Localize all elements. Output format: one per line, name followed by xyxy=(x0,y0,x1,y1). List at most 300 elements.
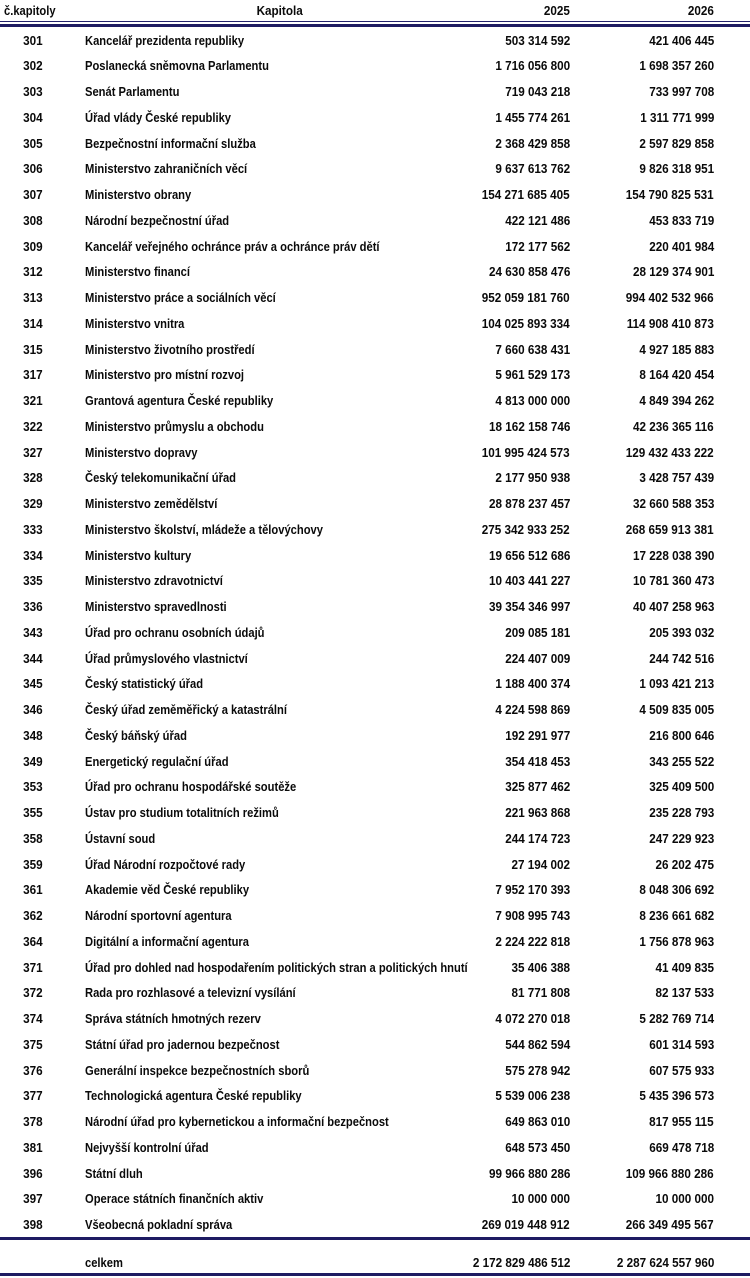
value-2025: 422 121 486 xyxy=(504,212,570,228)
column-header-chapter-number-label: č.kapitoly xyxy=(4,3,56,18)
value-2026: 1 311 771 999 xyxy=(639,109,714,125)
chapter-number: 362 xyxy=(22,908,43,924)
value-2025-cell xyxy=(420,676,570,691)
chapter-name: Nejvyšší kontrolní úřad xyxy=(85,1139,209,1155)
value-2026: 669 478 718 xyxy=(648,1139,714,1155)
value-2026: 10 000 000 xyxy=(655,1191,714,1207)
chapter-number-cell xyxy=(0,58,65,73)
value-2025-cell xyxy=(420,84,570,99)
chapter-number-cell xyxy=(0,445,65,460)
table-row xyxy=(0,104,750,130)
chapter-name-cell xyxy=(65,676,420,691)
table-row xyxy=(0,851,750,877)
value-2025-cell xyxy=(420,625,570,640)
chapter-name-cell xyxy=(65,1011,420,1026)
chapter-number: 312 xyxy=(22,264,43,280)
value-2026: 994 402 532 966 xyxy=(626,290,714,306)
chapter-name-cell xyxy=(65,805,420,820)
chapter-name: Národní úřad pro kybernetickou a informační bezpečnost xyxy=(85,1114,389,1130)
chapter-number-cell xyxy=(0,264,65,279)
chapter-number-cell xyxy=(0,934,65,949)
value-2025: 269 019 448 912 xyxy=(482,1217,570,1233)
chapter-name: Generální inspekce bezpečnostních sborů xyxy=(85,1062,310,1078)
chapter-number-cell xyxy=(0,985,65,1000)
chapter-number-cell xyxy=(0,33,65,48)
table-row xyxy=(0,954,750,980)
chapter-number: 329 xyxy=(22,496,43,512)
value-2025-cell xyxy=(420,728,570,743)
chapter-number: 333 xyxy=(22,521,43,537)
chapter-number-cell xyxy=(0,470,65,485)
value-2026-cell xyxy=(570,445,714,460)
value-2025-cell xyxy=(420,290,570,305)
column-header-2025 xyxy=(420,3,570,18)
chapter-name: Energetický regulační úřad xyxy=(85,753,229,769)
chapter-name: Národní sportovní agentura xyxy=(85,908,232,924)
chapter-number: 304 xyxy=(22,109,43,125)
chapter-name: Ministerstvo kultury xyxy=(85,547,192,563)
chapter-number-cell xyxy=(0,1217,65,1232)
chapter-number: 317 xyxy=(22,367,43,383)
chapter-name-cell xyxy=(65,1037,420,1052)
total-row xyxy=(0,1249,750,1275)
chapter-name-cell xyxy=(65,1114,420,1129)
value-2026: 235 228 793 xyxy=(648,805,714,821)
chapter-number: 303 xyxy=(22,84,43,100)
table-row xyxy=(0,1057,750,1083)
value-2026: 8 048 306 692 xyxy=(639,882,714,898)
chapter-name: Ministerstvo dopravy xyxy=(85,444,198,460)
value-2025-cell xyxy=(420,136,570,151)
chapter-number-cell xyxy=(0,161,65,176)
chapter-number-cell xyxy=(0,702,65,717)
value-2025: 648 573 450 xyxy=(504,1139,570,1155)
chapter-name-cell xyxy=(65,1191,420,1206)
value-2026: 601 314 593 xyxy=(648,1036,714,1052)
chapter-number-cell xyxy=(0,522,65,537)
value-2025: 2 224 222 818 xyxy=(495,933,570,949)
chapter-name: Ministerstvo spravedlnosti xyxy=(85,599,227,615)
value-2026: 1 698 357 260 xyxy=(639,58,714,74)
chapter-name-cell xyxy=(65,548,420,563)
chapter-number: 381 xyxy=(22,1139,43,1155)
chapter-number-cell xyxy=(0,84,65,99)
table-row xyxy=(0,413,750,439)
value-2026: 1 756 878 963 xyxy=(639,933,714,949)
chapter-name: Ministerstvo financí xyxy=(85,264,190,280)
value-2026-cell xyxy=(570,1166,714,1181)
chapter-number: 378 xyxy=(22,1114,43,1130)
chapter-name-cell xyxy=(65,33,420,48)
chapter-number: 353 xyxy=(22,779,43,795)
chapter-name: Digitální a informační agentura xyxy=(85,933,250,949)
chapter-name: Český báňský úřad xyxy=(85,727,187,743)
chapter-name: Státní úřad pro jadernou bezpečnost xyxy=(85,1036,280,1052)
value-2025: 39 354 346 997 xyxy=(488,599,570,615)
value-2026: 453 833 719 xyxy=(648,212,714,228)
chapter-number-cell xyxy=(0,110,65,125)
chapter-number-cell xyxy=(0,342,65,357)
value-2025-cell xyxy=(420,702,570,717)
value-2026-cell xyxy=(570,1140,714,1155)
value-2025: 24 630 858 476 xyxy=(488,264,570,280)
total-label: celkem xyxy=(85,1254,123,1270)
chapter-name-cell xyxy=(65,316,420,331)
chapter-number-cell xyxy=(0,367,65,382)
table-row xyxy=(0,336,750,362)
table-row xyxy=(0,980,750,1006)
value-2025: 10 000 000 xyxy=(511,1191,570,1207)
chapter-number: 327 xyxy=(22,444,43,460)
value-2026-cell xyxy=(570,136,714,151)
value-2025: 7 660 638 431 xyxy=(495,341,570,357)
table-row xyxy=(0,697,750,723)
chapter-name-cell xyxy=(65,393,420,408)
value-2025-cell xyxy=(420,445,570,460)
value-2025: 275 342 933 252 xyxy=(482,521,570,537)
chapter-number: 302 xyxy=(22,58,43,74)
value-2026: 8 164 420 454 xyxy=(639,367,714,383)
value-2026: 216 800 646 xyxy=(648,727,714,743)
chapter-number: 336 xyxy=(22,599,43,615)
chapter-number-cell xyxy=(0,1191,65,1206)
chapter-name-cell xyxy=(65,625,420,640)
value-2026-cell xyxy=(570,1217,714,1232)
column-header-2026-label: 2026 xyxy=(687,3,714,18)
value-2026: 41 409 835 xyxy=(655,959,714,975)
value-2026-cell xyxy=(570,651,714,666)
value-2026-cell xyxy=(570,161,714,176)
table-row xyxy=(0,285,750,311)
chapter-name-cell xyxy=(65,908,420,923)
value-2025-cell xyxy=(420,316,570,331)
chapter-name-cell xyxy=(65,522,420,537)
value-2025: 209 085 181 xyxy=(504,624,570,640)
table-row xyxy=(0,542,750,568)
value-2026-cell xyxy=(570,573,714,588)
chapter-number: 307 xyxy=(22,187,43,203)
total-separator-rule xyxy=(0,1237,750,1240)
value-2026-cell xyxy=(570,1063,714,1078)
value-2026: 26 202 475 xyxy=(655,856,714,872)
chapter-number: 376 xyxy=(22,1062,43,1078)
value-2025: 4 224 598 869 xyxy=(495,702,570,718)
chapter-number: 348 xyxy=(22,727,43,743)
value-2026-cell xyxy=(570,33,714,48)
chapter-name-cell xyxy=(65,573,420,588)
chapter-number: 322 xyxy=(22,418,43,434)
value-2025: 354 418 453 xyxy=(504,753,570,769)
value-2026: 343 255 522 xyxy=(648,753,714,769)
value-2026: 4 509 835 005 xyxy=(639,702,714,718)
chapter-name: Ministerstvo práce a sociálních věcí xyxy=(85,290,276,306)
table-row xyxy=(0,310,750,336)
value-2026-cell xyxy=(570,1037,714,1052)
chapter-name-cell xyxy=(65,419,420,434)
chapter-name: Ministerstvo životního prostředí xyxy=(85,341,255,357)
chapter-name-cell xyxy=(65,58,420,73)
value-2026: 244 742 516 xyxy=(648,650,714,666)
table-row xyxy=(0,1083,750,1109)
chapter-name-cell xyxy=(65,110,420,125)
chapter-name-cell xyxy=(65,985,420,1000)
value-2025-cell xyxy=(420,264,570,279)
chapter-number-cell xyxy=(0,1114,65,1129)
value-2025: 18 162 158 746 xyxy=(488,418,570,434)
value-2025: 154 271 685 405 xyxy=(482,187,570,203)
table-row xyxy=(0,1186,750,1212)
value-2025: 19 656 512 686 xyxy=(488,547,570,563)
chapter-number: 321 xyxy=(22,393,43,409)
value-2026: 268 659 913 381 xyxy=(626,521,714,537)
chapter-name: Český statistický úřad xyxy=(85,676,204,692)
chapter-number-cell xyxy=(0,239,65,254)
value-2026-cell xyxy=(570,187,714,202)
chapter-number-cell xyxy=(0,651,65,666)
value-2025-cell xyxy=(420,239,570,254)
table-row xyxy=(0,748,750,774)
value-2025-cell xyxy=(420,908,570,923)
value-2026-cell xyxy=(570,805,714,820)
chapter-number-cell xyxy=(0,779,65,794)
value-2025-cell xyxy=(420,367,570,382)
value-2026-cell xyxy=(570,728,714,743)
value-2025: 575 278 942 xyxy=(504,1062,570,1078)
chapter-name: Úřad Národní rozpočtové rady xyxy=(85,856,246,872)
value-2026-cell xyxy=(570,985,714,1000)
chapter-number: 314 xyxy=(22,315,43,331)
chapter-name-cell xyxy=(65,213,420,228)
chapter-name: Kancelář prezidenta republiky xyxy=(85,32,245,48)
chapter-number: 372 xyxy=(22,985,43,1001)
value-2026-cell xyxy=(570,908,714,923)
value-2025-cell xyxy=(420,342,570,357)
value-2025: 544 862 594 xyxy=(504,1036,570,1052)
value-2026-cell xyxy=(570,419,714,434)
chapter-name-cell xyxy=(65,136,420,151)
value-2026-cell xyxy=(570,110,714,125)
value-2025-cell xyxy=(420,110,570,125)
value-2026: 28 129 374 901 xyxy=(632,264,714,280)
table-row xyxy=(0,671,750,697)
column-header-2026 xyxy=(570,3,714,18)
value-2026-cell xyxy=(570,960,714,975)
value-2025-cell xyxy=(420,805,570,820)
chapter-number-cell xyxy=(0,754,65,769)
value-2026: 42 236 365 116 xyxy=(633,418,714,434)
chapter-number: 305 xyxy=(22,135,43,151)
value-2026: 10 781 360 473 xyxy=(632,573,714,589)
value-2026-cell xyxy=(570,625,714,640)
value-2026: 220 401 984 xyxy=(648,238,714,254)
chapter-number-cell xyxy=(0,1063,65,1078)
value-2026: 9 826 318 951 xyxy=(639,161,714,177)
table-row xyxy=(0,619,750,645)
chapter-number: 343 xyxy=(22,624,43,640)
chapter-name-cell xyxy=(65,599,420,614)
table-row xyxy=(0,130,750,156)
value-2026: 325 409 500 xyxy=(648,779,714,795)
chapter-name-cell xyxy=(65,959,468,975)
chapter-number: 335 xyxy=(22,573,43,589)
value-2026: 40 407 258 963 xyxy=(632,599,714,615)
value-2026-cell xyxy=(570,316,714,331)
table-row xyxy=(0,388,750,414)
value-2026: 2 597 829 858 xyxy=(639,135,714,151)
table-row xyxy=(0,722,750,748)
chapter-number-cell xyxy=(0,136,65,151)
value-2026-cell xyxy=(570,1191,714,1206)
chapter-number: 306 xyxy=(22,161,43,177)
value-2026: 3 428 757 439 xyxy=(639,470,714,486)
table-row xyxy=(0,439,750,465)
chapter-name-cell xyxy=(65,1140,420,1155)
value-2025-cell xyxy=(420,33,570,48)
table-row xyxy=(0,233,750,259)
table-header-row xyxy=(0,0,750,21)
chapter-name: Senát Parlamentu xyxy=(85,84,180,100)
value-2026-cell xyxy=(570,1011,714,1026)
chapter-number: 371 xyxy=(22,959,43,975)
table-row xyxy=(0,1031,750,1057)
chapter-number-cell xyxy=(0,1011,65,1026)
chapter-name-cell xyxy=(65,470,420,485)
value-2025: 952 059 181 760 xyxy=(482,290,570,306)
value-2025: 503 314 592 xyxy=(504,32,570,48)
value-2025-cell xyxy=(420,831,570,846)
value-2025: 5 539 006 238 xyxy=(495,1088,570,1104)
table-row xyxy=(0,259,750,285)
chapter-name: Úřad průmyslového vlastnictví xyxy=(85,650,248,666)
value-2025: 172 177 562 xyxy=(504,238,570,254)
column-header-chapter-name xyxy=(65,3,420,18)
chapter-number-cell xyxy=(0,1037,65,1052)
chapter-number-cell xyxy=(0,1088,65,1103)
chapter-name: Ústavní soud xyxy=(85,830,156,846)
table-row xyxy=(0,928,750,954)
value-2025-cell xyxy=(420,419,570,434)
value-2026-cell xyxy=(570,264,714,279)
value-2026-cell xyxy=(570,934,714,949)
value-2026: 154 790 825 531 xyxy=(626,187,714,203)
value-2025-cell xyxy=(420,1166,570,1181)
table-body xyxy=(0,27,750,1237)
table-row xyxy=(0,207,750,233)
value-2026: 4 849 394 262 xyxy=(639,393,714,409)
chapter-number-cell xyxy=(0,393,65,408)
total-2025-cell xyxy=(420,1255,570,1270)
value-2025: 192 291 977 xyxy=(504,727,570,743)
chapter-name-cell xyxy=(65,1063,420,1078)
value-2025-cell xyxy=(420,496,570,511)
value-2025: 5 961 529 173 xyxy=(495,367,570,383)
value-2025: 35 406 388 xyxy=(511,959,570,975)
table-row xyxy=(0,516,750,542)
value-2025-cell xyxy=(420,58,570,73)
value-2026-cell xyxy=(570,58,714,73)
chapter-name: Ministerstvo zdravotnictví xyxy=(85,573,223,589)
chapter-number: 328 xyxy=(22,470,43,486)
chapter-number: 374 xyxy=(22,1011,43,1027)
value-2025-cell xyxy=(420,1140,570,1155)
value-2026: 129 432 433 222 xyxy=(626,444,714,460)
value-2025-cell xyxy=(420,1114,570,1129)
chapter-name: Akademie věd České republiky xyxy=(85,882,250,898)
value-2026: 32 660 588 353 xyxy=(632,496,714,512)
value-2025: 104 025 893 334 xyxy=(482,315,570,331)
chapter-number-cell xyxy=(0,908,65,923)
value-2025-cell xyxy=(420,599,570,614)
value-2026: 109 966 880 286 xyxy=(626,1165,714,1181)
chapter-number-cell xyxy=(0,960,65,975)
value-2025: 649 863 010 xyxy=(504,1114,570,1130)
chapter-name-cell xyxy=(65,290,420,305)
value-2026-cell xyxy=(570,393,714,408)
chapter-name: Ústav pro studium totalitních režimů xyxy=(85,805,279,821)
chapter-name: Ministerstvo školství, mládeže a tělovýchovy xyxy=(85,521,323,537)
value-2025-cell xyxy=(420,1063,570,1078)
value-2026-cell xyxy=(570,213,714,228)
value-2025: 325 877 462 xyxy=(504,779,570,795)
chapter-number-cell xyxy=(0,548,65,563)
chapter-number: 361 xyxy=(22,882,43,898)
table-row xyxy=(0,1212,750,1238)
chapter-number-cell xyxy=(0,857,65,872)
value-2025: 99 966 880 286 xyxy=(488,1165,570,1181)
value-2026-cell xyxy=(570,367,714,382)
chapter-number-cell xyxy=(0,419,65,434)
value-2025: 2 368 429 858 xyxy=(495,135,570,151)
value-2026-cell xyxy=(570,702,714,717)
chapter-name-cell xyxy=(65,84,420,99)
value-2026: 421 406 445 xyxy=(648,32,714,48)
value-2026-cell xyxy=(570,882,714,897)
value-2026-cell xyxy=(570,548,714,563)
value-2026: 205 393 032 xyxy=(648,624,714,640)
value-2026: 8 236 661 682 xyxy=(639,908,714,924)
value-2025: 27 194 002 xyxy=(511,856,570,872)
chapter-number-cell xyxy=(0,573,65,588)
chapter-name-cell xyxy=(65,779,420,794)
chapter-name-cell xyxy=(65,187,420,202)
table-row xyxy=(0,903,750,929)
value-2025-cell xyxy=(420,1191,570,1206)
chapter-number: 334 xyxy=(22,547,43,563)
chapter-name-cell xyxy=(65,496,420,511)
value-2026-cell xyxy=(570,342,714,357)
chapter-number: 397 xyxy=(22,1191,43,1207)
chapter-name: Ministerstvo průmyslu a obchodu xyxy=(85,418,264,434)
value-2025-cell xyxy=(420,934,570,949)
chapter-number: 364 xyxy=(22,933,43,949)
chapter-number-cell xyxy=(0,496,65,511)
table-row xyxy=(0,465,750,491)
value-2025: 2 177 950 938 xyxy=(495,470,570,486)
table-row xyxy=(0,53,750,79)
chapter-name: Český úřad zeměměřický a katastrální xyxy=(85,702,287,718)
total-2025-value: 2 172 829 486 512 xyxy=(472,1254,570,1270)
chapter-name: Kancelář veřejného ochránce práv a ochránce práv dětí xyxy=(85,238,380,254)
chapter-name-cell xyxy=(65,1088,420,1103)
table-row xyxy=(0,362,750,388)
chapter-name: Ministerstvo vnitra xyxy=(85,315,185,331)
value-2025-cell xyxy=(420,548,570,563)
value-2026-cell xyxy=(570,1114,714,1129)
chapter-number: 358 xyxy=(22,830,43,846)
value-2026-cell xyxy=(570,831,714,846)
value-2025: 7 908 995 743 xyxy=(495,908,570,924)
chapter-name: Operace státních finančních aktiv xyxy=(85,1191,264,1207)
